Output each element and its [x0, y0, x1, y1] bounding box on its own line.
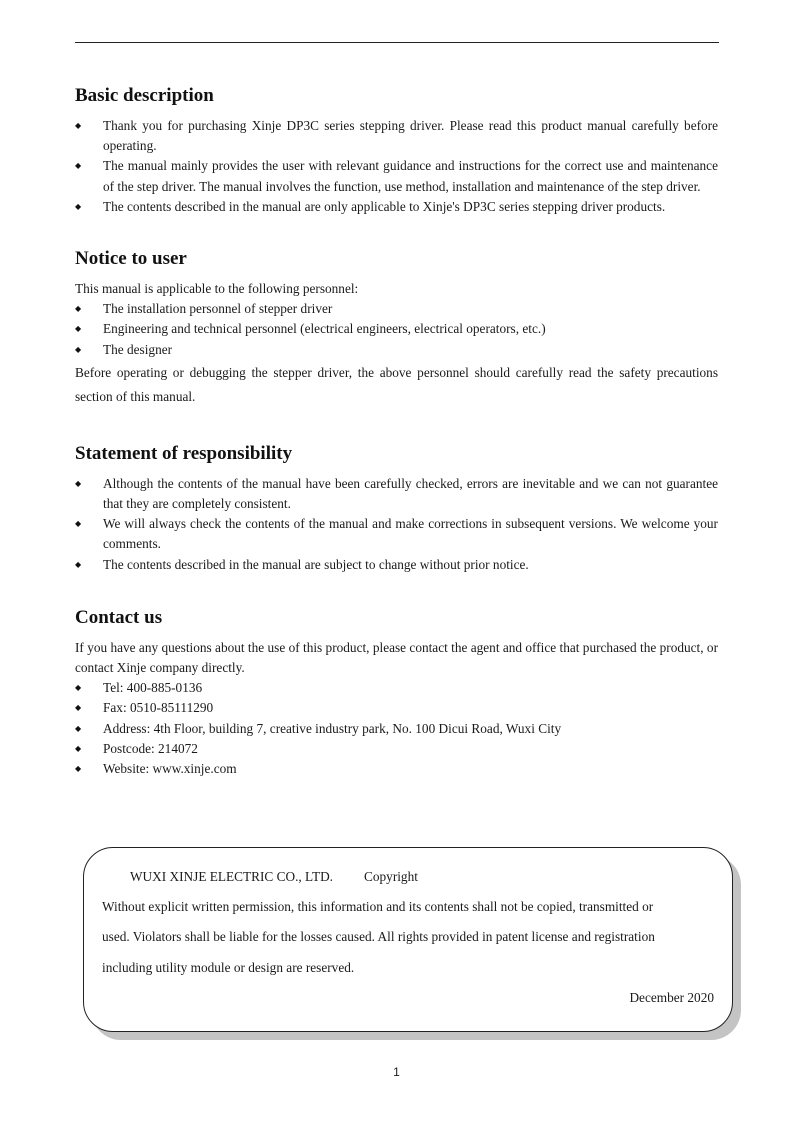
copyright-text-line: Without explicit written permission, this information and its contents shall not be copied, transmitted or	[102, 899, 654, 914]
bullet-icon: ◆	[75, 201, 82, 211]
contact-tel: Tel: 400-885-0136	[103, 680, 203, 696]
bullet-icon: ◆	[75, 764, 82, 774]
copyright-text-line: including utility module or design are reserved.	[102, 960, 355, 975]
bullet-icon: ◆	[75, 161, 82, 171]
copyright-text-line: used. Violators shall be liable for the losses caused. All rights provided in patent license and registration	[102, 929, 655, 944]
bullet-icon: ◆	[75, 478, 82, 488]
list-item: ◆ The designer	[75, 340, 718, 360]
list-item: ◆ Engineering and technical personnel (electrical engineers, electrical operators, etc.)	[75, 319, 718, 339]
contact-website: Website: www.xinje.com	[103, 761, 237, 777]
section-title: Notice to user	[75, 248, 187, 270]
section-notice-to-user	[75, 247, 718, 409]
bullet-icon: ◆	[75, 344, 82, 354]
contact-fax: Fax: 0510-85111290	[103, 700, 214, 716]
bullet-list	[75, 299, 718, 360]
bullet-icon: ◆	[75, 723, 82, 733]
list-item: ◆ The contents described in the manual are only applicable to Xinje's DP3C series stepping driver products.	[75, 197, 718, 217]
list-item: ◆ Although the contents of the manual have been carefully checked, errors are inevitable and we can not guarantee that they are completely consistent.	[75, 475, 718, 512]
section-outro: Before operating or debugging the stepper driver, the above personnel should carefully read the safety precautions section of this manual.	[75, 364, 718, 404]
list-item	[75, 698, 718, 718]
bullet-list	[75, 474, 718, 575]
list-item: ◆ The contents described in the manual are subject to change without prior notice.	[75, 555, 718, 575]
copyright-box	[83, 847, 733, 1032]
copyright-label: Copyright	[364, 869, 418, 884]
bullet-icon: ◆	[75, 304, 82, 314]
section-title: Contact us	[75, 606, 163, 628]
section-statement-of-responsibility	[75, 442, 718, 575]
bullet-icon: ◆	[75, 743, 82, 753]
contact-postcode: Postcode: 214072	[103, 740, 198, 756]
bullet-list	[75, 116, 718, 217]
section-title: Statement of responsibility	[75, 442, 293, 464]
section-title: Basic description	[75, 85, 214, 106]
list-item	[75, 759, 718, 779]
bullet-icon: ◆	[75, 703, 82, 713]
copyright-date: December 2020	[629, 990, 714, 1005]
section-intro: This manual is applicable to the following personnel:	[75, 281, 359, 297]
page-content	[75, 84, 718, 779]
section-basic-description	[75, 84, 718, 217]
header-rule	[75, 42, 719, 43]
bullet-icon: ◆	[75, 559, 82, 569]
list-item	[75, 719, 718, 739]
section-contact-us	[75, 606, 718, 779]
contact-address: Address: 4th Floor, building 7, creative industry park, No. 100 Dicui Road, Wuxi City	[103, 720, 562, 736]
bullet-list	[75, 678, 718, 779]
list-item: ◆ The installation personnel of stepper driver	[75, 299, 718, 319]
page-number: 1	[393, 1065, 400, 1079]
list-item: ◆ We will always check the contents of the manual and make corrections in subsequent versions. We welcome your comments.	[75, 516, 718, 552]
list-item	[75, 739, 718, 759]
bullet-icon: ◆	[75, 683, 82, 693]
bullet-icon: ◆	[75, 324, 82, 334]
list-item	[75, 678, 718, 698]
copyright-company: WUXI XINJE ELECTRIC CO., LTD.	[130, 869, 334, 884]
list-item: ◆ Thank you for purchasing Xinje DP3C series stepping driver. Please read this product manual carefully before operating.	[75, 118, 718, 154]
bullet-icon: ◆	[75, 121, 82, 130]
bullet-icon: ◆	[75, 519, 82, 529]
section-intro: If you have any questions about the use of this product, please contact the agent and office that purchased the product, or contact Xinje company directly.	[75, 639, 718, 676]
list-item: ◆ The manual mainly provides the user with relevant guidance and instructions for the correct use and maintenance of the step driver. The manual involves the function, use method, installation and maintenance of the step driver.	[75, 158, 718, 194]
